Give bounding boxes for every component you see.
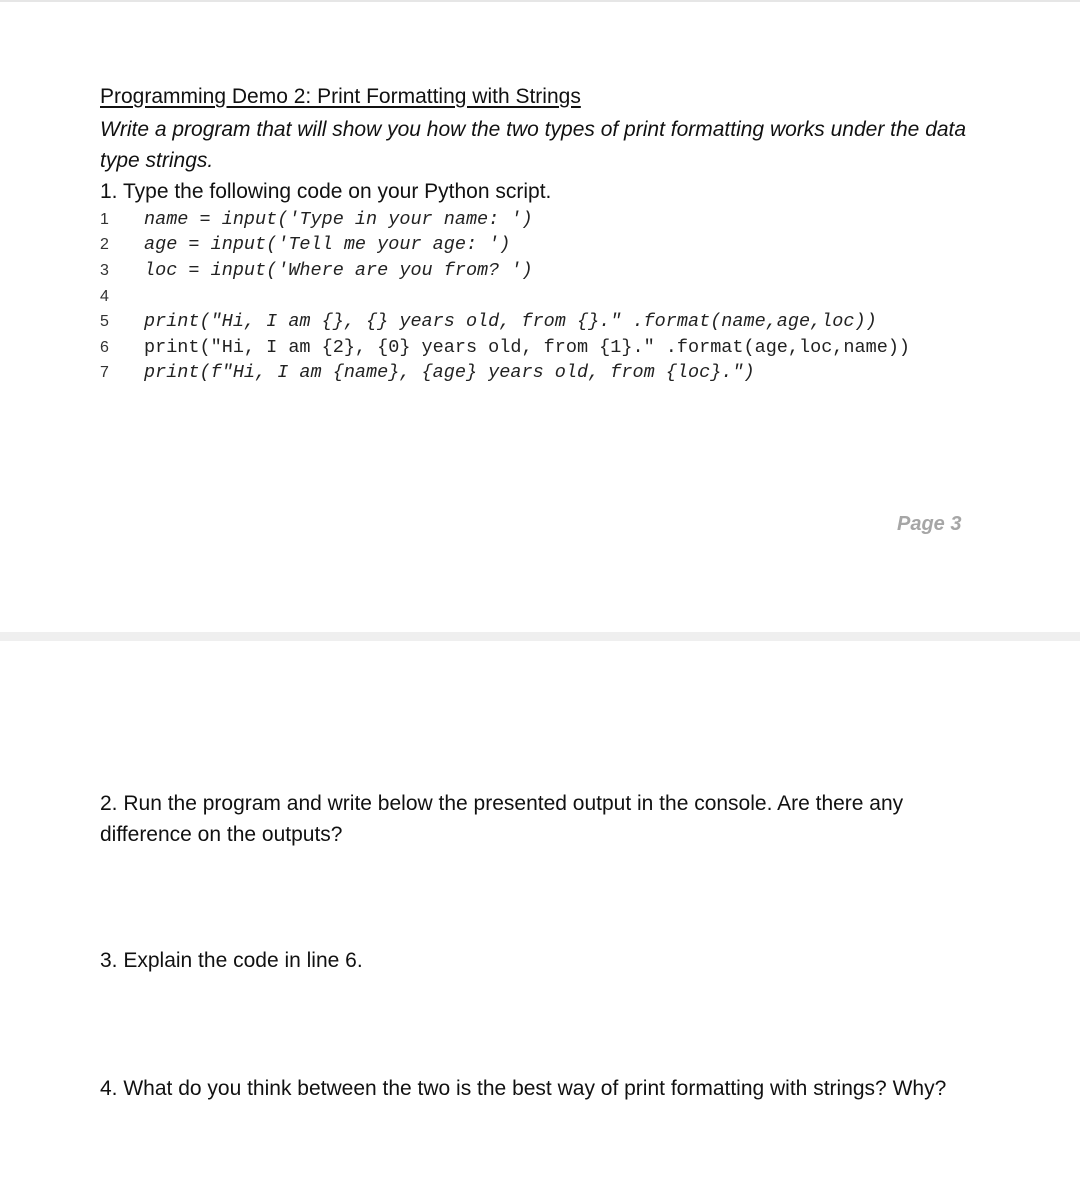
code-text: name = input('Type in your name: ') [144,209,533,230]
step-2-question: 2. Run the program and write below the presented output in the console. Are there any difference on the outputs? [100,792,904,846]
code-line [100,360,960,385]
line-number: 7 [100,364,109,381]
step-1-instruction: 1. Type the following code on your Python script. [100,180,552,203]
page-number: Page 3 [897,513,962,535]
code-text: age = input('Tell me your age: ') [144,234,511,255]
code-line [100,309,960,334]
code-text: print("Hi, I am {}, {} years old, from {}." .format(name,age,loc)) [144,311,877,332]
document-title: Programming Demo 2: Print Formatting with Strings [100,85,581,108]
intro-instruction: Write a program that will show you how the two types of print formatting works under the data type strings. [100,118,967,172]
line-number: 5 [100,313,109,330]
code-text: loc = input('Where are you from? ') [144,260,533,281]
step-3-question: 3. Explain the code in line 6. [100,949,363,972]
page-top-edge [0,0,1080,2]
code-line [100,258,960,283]
code-text: print(f"Hi, I am {name}, {age} years old, from {loc}.") [144,362,755,383]
line-number: 4 [100,288,109,305]
code-text: print("Hi, I am {2}, {0} years old, from {1}." .format(age,loc,name)) [144,337,911,358]
line-number: 6 [100,339,109,356]
step-4-question: 4. What do you think between the two is the best way of print formatting with strings? Why? [100,1077,947,1100]
code-line [100,232,960,257]
code-line [100,207,960,232]
line-number: 2 [100,236,109,253]
code-line [100,284,960,309]
line-number: 3 [100,262,109,279]
line-number: 1 [100,211,109,228]
code-line [100,335,960,360]
page-break [0,632,1080,641]
